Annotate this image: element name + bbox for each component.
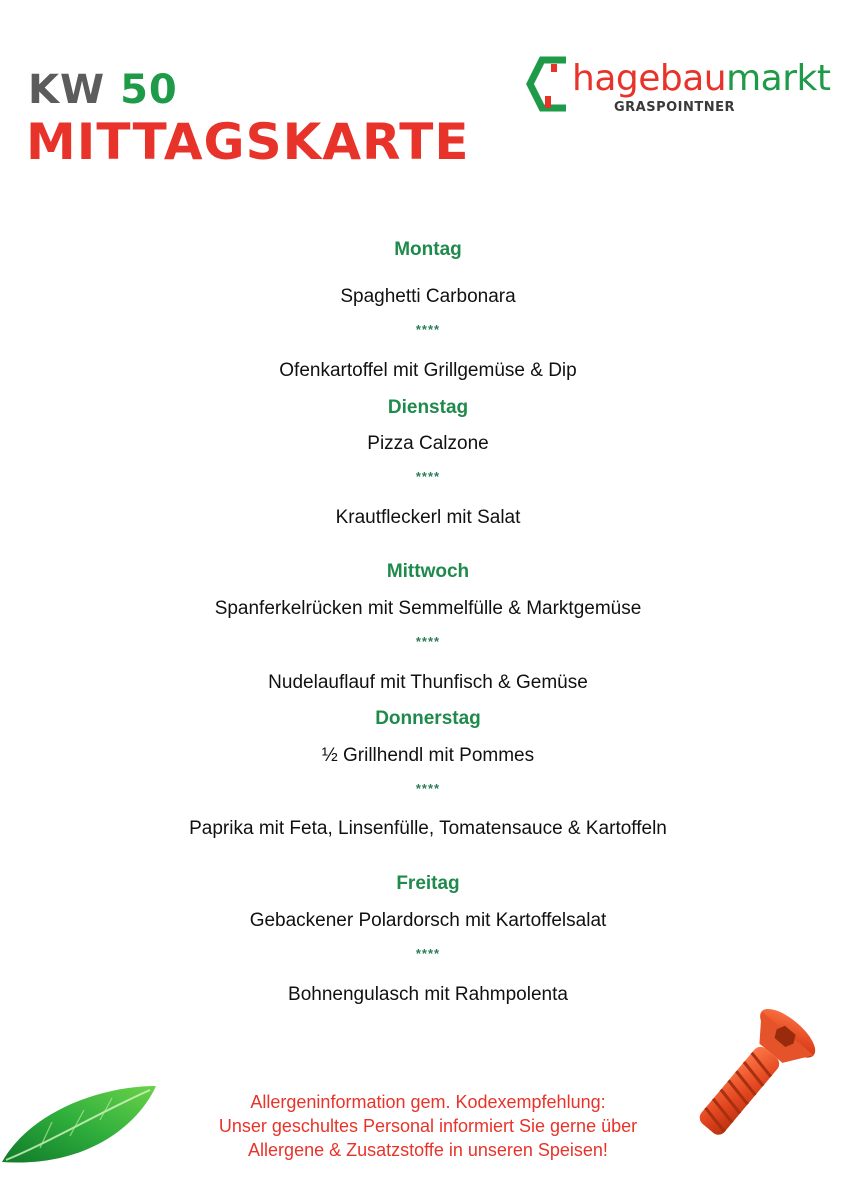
leaf-icon bbox=[0, 1082, 160, 1172]
day-heading-mittwoch: Mittwoch bbox=[386, 561, 470, 582]
dish-dienstag-1: Pizza Calzone bbox=[367, 433, 489, 454]
dish-freitag-2: Bohnengulasch mit Rahmpolenta bbox=[288, 984, 568, 1005]
dish-montag-2: Ofenkartoffel mit Grillgemüse & Dip bbox=[279, 360, 577, 381]
dish-montag-1: Spaghetti Carbonara bbox=[340, 286, 516, 307]
separator: **** bbox=[415, 469, 441, 484]
allergen-notice-line1: Allergeninformation gem. Kodexempfehlung: bbox=[250, 1092, 606, 1112]
separator: **** bbox=[415, 946, 441, 961]
allergen-notice-line2: Unser geschultes Personal informiert Sie gerne über bbox=[218, 1116, 638, 1136]
separator: **** bbox=[415, 634, 441, 649]
allergen-notice bbox=[150, 1090, 706, 1162]
dish-mittwoch-1: Spanferkelrücken mit Semmelfülle & Marktgemüse bbox=[214, 598, 642, 619]
separator: **** bbox=[415, 781, 441, 796]
dish-donnerstag-2: Paprika mit Feta, Linsenfülle, Tomatensauce & Kartoffeln bbox=[189, 818, 667, 839]
dish-mittwoch-2: Nudelauflauf mit Thunfisch & Gemüse bbox=[268, 672, 588, 693]
screw-icon bbox=[678, 1002, 824, 1152]
separator: **** bbox=[415, 322, 441, 337]
logo-subtitle: GRASPOINTNER bbox=[614, 100, 736, 115]
page-title: MITTAGSKARTE bbox=[26, 113, 470, 171]
day-heading-freitag: Freitag bbox=[396, 873, 460, 894]
dish-dienstag-2: Krautfleckerl mit Salat bbox=[335, 507, 521, 528]
week-number: 50 bbox=[120, 67, 178, 113]
week-label: KW bbox=[28, 67, 106, 113]
allergen-notice-line3: Allergene & Zusatzstoffe in unseren Speisen! bbox=[248, 1140, 608, 1160]
dish-donnerstag-1: ½ Grillhendl mit Pommes bbox=[321, 745, 535, 766]
day-heading-donnerstag: Donnerstag bbox=[375, 708, 481, 729]
logo-brand-part1: hagebau bbox=[572, 58, 727, 99]
logo-brand-part2: markt bbox=[726, 58, 831, 99]
day-heading-dienstag: Dienstag bbox=[387, 397, 469, 418]
day-heading-montag: Montag bbox=[394, 239, 462, 260]
dish-freitag-1: Gebackener Polardorsch mit Kartoffelsalat bbox=[249, 910, 607, 931]
